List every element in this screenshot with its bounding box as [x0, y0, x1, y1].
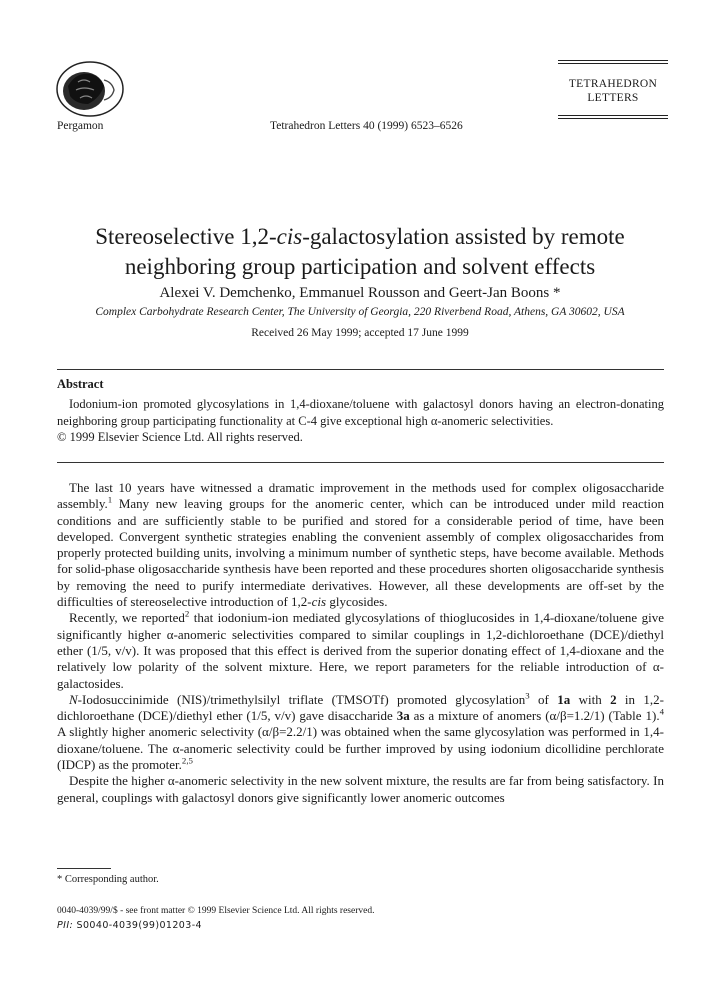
paragraph-1: The last 10 years have witnessed a dramatic improvement in the methods used for complex oligosaccharide assembly.$^1$ Many new leaving groups for the anomeric center, which can be introduced under mild reaction conditions and are sufficiently stable to be purified and stored for a considerable period of time, have been developed. Convergent synthetic strategies enabling the convenient assembly of complex oligosaccharides from properly protected building units, involving a minimum number of synthetic steps, have become available. Methods for solid-phase oligosaccharide synthesis have been reported and these procedures shorten oligosaccharide synthesis by removing the need to purify intermediate derivatives. However, all these developments are off-set by the difficulties of stereoselective introduction of 1,2-cis glycosides.	[57, 480, 664, 610]
pii-value: S0040-4039(99)01203-4	[73, 920, 202, 931]
affiliation: Complex Carbohydrate Research Center, The University of Georgia, 220 Riverbend Road, Athens, GA 30602, USA	[95, 306, 625, 318]
abstract-heading: Abstract	[57, 377, 104, 391]
front-matter-copyright: 0040-4039/99/$ - see front matter © 1999 Elsevier Science Ltd. All rights reserved.	[57, 906, 375, 916]
journal-citation: Tetrahedron Letters 40 (1999) 6523–6526	[270, 120, 463, 132]
received-dates: Received 26 May 1999; accepted 17 June 1999	[251, 327, 469, 339]
abstract-rule-bottom	[57, 462, 664, 463]
title-text-2: -galactosylation assisted by remote neighboring group participation and solvent effects	[124, 224, 625, 279]
paragraph-2: Recently, we reported$^2$ that iodonium-ion mediated glycosylations of thioglucosides in 1,4-dioxane/toluene give significantly higher α-anomeric selectivities compared to similar couplings in 1,2-dichloroethane (DCE)/diethyl ether (1/5, v/v). It was proposed that this effect is derived from the superior donating effect of 1,4-dioxane and the relatively low polarity of the solvent mixture. Here, we report parameters for the reliable introduction of α-galactosides.	[57, 609, 664, 691]
paragraph-4: Despite the higher α-anomeric selectivity in the new solvent mixture, the results are far from being satisfactory. In general, couplings with galactosyl donors give significantly lower anomeric outcomes	[57, 773, 664, 805]
masthead-rule-top	[558, 60, 668, 61]
masthead-rule-bottom	[558, 115, 668, 116]
reference-3: 3	[525, 690, 530, 701]
author-list: Alexei V. Demchenko, Emmanuel Rousson and Geert-Jan Boons *	[159, 285, 561, 301]
journal-name	[558, 77, 668, 105]
masthead-rule-top-2	[558, 63, 668, 64]
pii-label: PII:	[57, 920, 74, 931]
abstract-copyright: © 1999 Elsevier Science Ltd. All rights reserved.	[57, 430, 303, 444]
title-text-italic: cis	[276, 224, 303, 249]
masthead-rule-bottom-2	[558, 118, 668, 119]
pii-line	[57, 920, 202, 931]
reference-2-5: 2,5	[181, 755, 193, 766]
article-title	[40, 222, 680, 282]
reference-2: 2	[184, 609, 190, 620]
abstract-rule-top	[57, 369, 664, 370]
reference-1: 1	[107, 494, 113, 505]
footnote-rule	[57, 868, 111, 869]
corresponding-author-footnote: * Corresponding author.	[57, 874, 159, 885]
paragraph-3: N-Iodosuccinimide (NIS)/trimethylsilyl triflate (TMSOTf) promoted glycosylation$^3$ of 1a with 2 in 1,2-dichloroethane (DCE)/diethyl ether (1/5, v/v) gave disaccharide 3a as a mixture of anomers (α/β=1.2/1) (Table 1).$^4$ A slightly higher anomeric selectivity (α/β=2.2/1) was obtained when the same glycosylation was performed in 1,4-dioxane/toluene. The α-anomeric selectivity could be further improved by using iodonium dicollidine perchlorate (IDCP) as the promoter.$^{2,5}$	[57, 690, 664, 773]
journal-name-line1: TETRAHEDRON	[568, 78, 658, 90]
elsevier-tree-logo-icon	[54, 60, 126, 118]
journal-name-line2: LETTERS	[587, 92, 639, 104]
journal-masthead	[558, 60, 668, 119]
title-text-1: Stereoselective 1,2-	[95, 224, 277, 249]
abstract-body	[57, 396, 664, 446]
publisher-name: Pergamon	[57, 120, 104, 132]
reference-4: 4	[659, 706, 664, 717]
abstract-text: Iodonium-ion promoted glycosylations in 1,4-dioxane/toluene with galactosyl donors having an electron-donating neighboring group participating functionality at C-4 give exceptional high α-anomeric selectivities.	[57, 397, 664, 428]
main-text	[57, 480, 664, 806]
